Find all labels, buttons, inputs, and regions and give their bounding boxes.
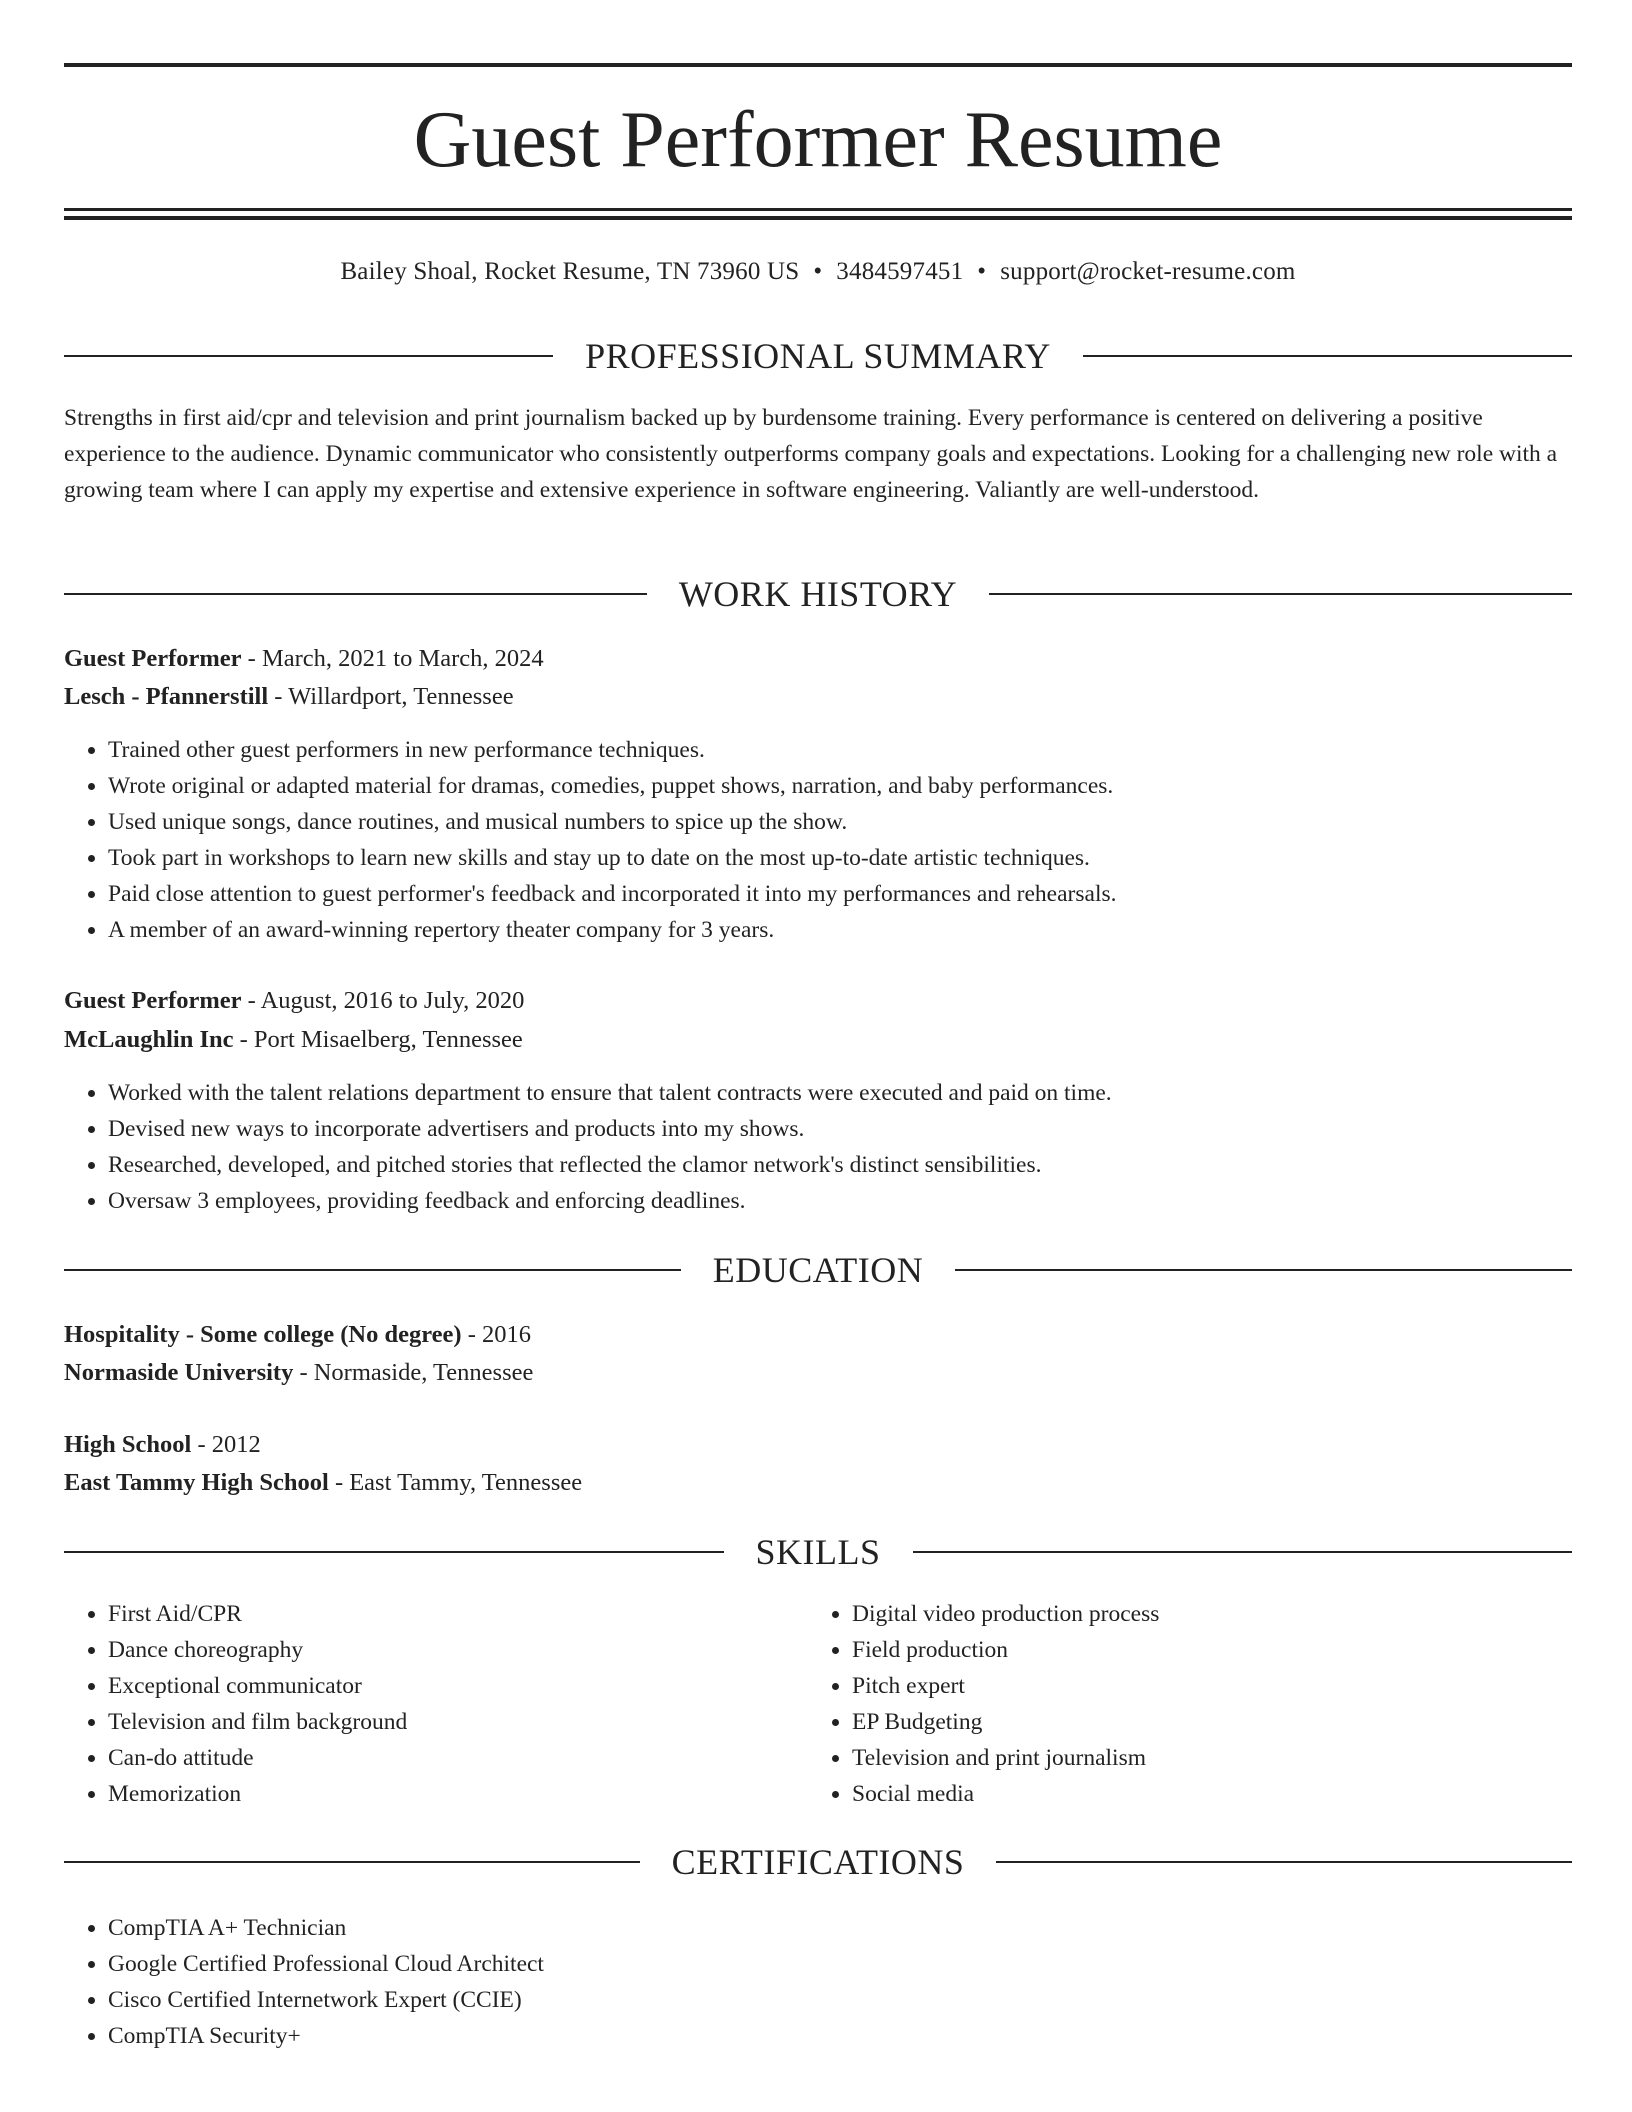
skills-list	[808, 1596, 1508, 1812]
divider-line	[64, 355, 553, 357]
divider-line	[996, 1861, 1572, 1863]
job-company-line	[64, 678, 1572, 716]
divider-line	[989, 593, 1572, 595]
certification-item: • CompTIA Security+	[108, 2018, 1572, 2054]
education-degree: High School	[64, 1431, 192, 1458]
skill-item: • Field production	[852, 1632, 1508, 1668]
skill-item: • Dance choreography	[108, 1632, 764, 1668]
divider-line	[1083, 355, 1572, 357]
divider-line	[64, 1861, 640, 1863]
job-title-line	[64, 982, 1572, 1020]
section-heading-work-history	[64, 572, 1572, 616]
section-heading-summary	[64, 334, 1572, 378]
education-school: Normaside University	[64, 1359, 294, 1386]
section-title: SKILLS	[755, 1532, 881, 1572]
job-bullet-list	[64, 732, 1572, 948]
summary-paragraph: Strengths in first aid/cpr and television and print journalism backed up by burdensome training. Every performance is centered on delivering a positive experience to the audience. Dynamic communicator who consistently outperforms company goals and expectations. Looking for a challenging new role with a growing team where I can apply my expertise and extensive experience in software engineering. Valiantly are well-understood.	[64, 405, 1558, 503]
skills-list	[64, 1596, 764, 1812]
list-item: • Oversaw 3 employees, providing feedback and enforcing deadlines.	[108, 1183, 1572, 1219]
list-item: • Researched, developed, and pitched stories that reflected the clamor network's distinct sensibilities.	[108, 1147, 1572, 1183]
list-item: • Worked with the talent relations department to ensure that talent contracts were executed and paid on time.	[108, 1075, 1572, 1111]
skill-item: • Can-do attitude	[108, 1740, 764, 1776]
certification-item: • CompTIA A+ Technician	[108, 1910, 1572, 1946]
section-title: WORK HISTORY	[678, 574, 958, 614]
divider-line	[913, 1551, 1573, 1553]
divider-line	[64, 1269, 681, 1271]
header-double-rule-upper	[64, 208, 1572, 211]
job-location: - Port Misaelberg, Tennessee	[233, 1026, 523, 1053]
skills-column-left	[64, 1596, 764, 1812]
section-heading-education	[64, 1248, 1572, 1292]
divider-line	[955, 1269, 1572, 1271]
list-item: • A member of an award-winning repertory theater company for 3 years.	[108, 912, 1572, 948]
divider-line	[64, 593, 647, 595]
education-location: - East Tammy, Tennessee	[328, 1469, 583, 1496]
contact-separator: •	[977, 258, 987, 285]
job-title: Guest Performer	[64, 645, 242, 672]
skill-item: • Exceptional communicator	[108, 1668, 764, 1704]
education-year: - 2016	[461, 1321, 531, 1348]
section-title: PROFESSIONAL SUMMARY	[585, 336, 1051, 376]
section-heading-certifications	[64, 1840, 1572, 1884]
education-location: - Normaside, Tennessee	[293, 1359, 534, 1386]
job-company: Lesch - Pfannerstill	[64, 683, 269, 710]
education-school-line	[64, 1354, 1572, 1392]
skill-item: • EP Budgeting	[852, 1704, 1508, 1740]
header-top-rule	[64, 63, 1572, 67]
contact-line	[64, 252, 1572, 292]
contact-address: Bailey Shoal, Rocket Resume, TN 73960 US	[340, 258, 800, 285]
section-title: CERTIFICATIONS	[671, 1842, 965, 1882]
skill-item: • Digital video production process	[852, 1596, 1508, 1632]
job-dates: - August, 2016 to July, 2020	[241, 987, 525, 1014]
list-item: • Paid close attention to guest performer's feedback and incorporated it into my performances and rehearsals.	[108, 876, 1572, 912]
skill-item: • Pitch expert	[852, 1668, 1508, 1704]
skill-item: • Memorization	[108, 1776, 764, 1812]
section-title: EDUCATION	[712, 1250, 924, 1290]
job-dates: - March, 2021 to March, 2024	[241, 645, 544, 672]
certifications-list	[64, 1910, 1572, 2054]
certification-item: • Google Certified Professional Cloud Architect	[108, 1946, 1572, 1982]
skill-item: • Social media	[852, 1776, 1508, 1812]
education-school: East Tammy High School	[64, 1469, 329, 1496]
contact-phone: 3484597451	[836, 258, 964, 285]
list-item: • Wrote original or adapted material for dramas, comedies, puppet shows, narration, and baby performances.	[108, 768, 1572, 804]
education-degree-line	[64, 1426, 1572, 1464]
education-school-line	[64, 1464, 1572, 1502]
certification-item: • Cisco Certified Internetwork Expert (CCIE)	[108, 1982, 1572, 2018]
skill-item: • Television and print journalism	[852, 1740, 1508, 1776]
skill-item: • Television and film background	[108, 1704, 764, 1740]
header-double-rule-lower	[64, 216, 1572, 220]
contact-separator: •	[813, 258, 823, 285]
education-degree: Hospitality - Some college (No degree)	[64, 1321, 462, 1348]
list-item: • Used unique songs, dance routines, and musical numbers to spice up the show.	[108, 804, 1572, 840]
job-title-line	[64, 640, 1572, 678]
job-title: Guest Performer	[64, 987, 242, 1014]
section-heading-skills	[64, 1530, 1572, 1574]
education-year: - 2012	[191, 1431, 261, 1458]
divider-line	[64, 1551, 724, 1553]
job-company: McLaughlin Inc	[64, 1026, 234, 1053]
education-degree-line	[64, 1316, 1572, 1354]
resume-title: Guest Performer Resume	[413, 96, 1223, 184]
list-item: • Trained other guest performers in new performance techniques.	[108, 732, 1572, 768]
contact-email: support@rocket-resume.com	[1000, 258, 1296, 285]
job-company-line	[64, 1021, 1572, 1059]
list-item: • Took part in workshops to learn new skills and stay up to date on the most up-to-date artistic techniques.	[108, 840, 1572, 876]
skill-item: • First Aid/CPR	[108, 1596, 764, 1632]
list-item: • Devised new ways to incorporate advertisers and products into my shows.	[108, 1111, 1572, 1147]
job-location: - Willardport, Tennessee	[268, 683, 514, 710]
skills-column-right	[808, 1596, 1508, 1812]
job-bullet-list	[64, 1075, 1572, 1219]
